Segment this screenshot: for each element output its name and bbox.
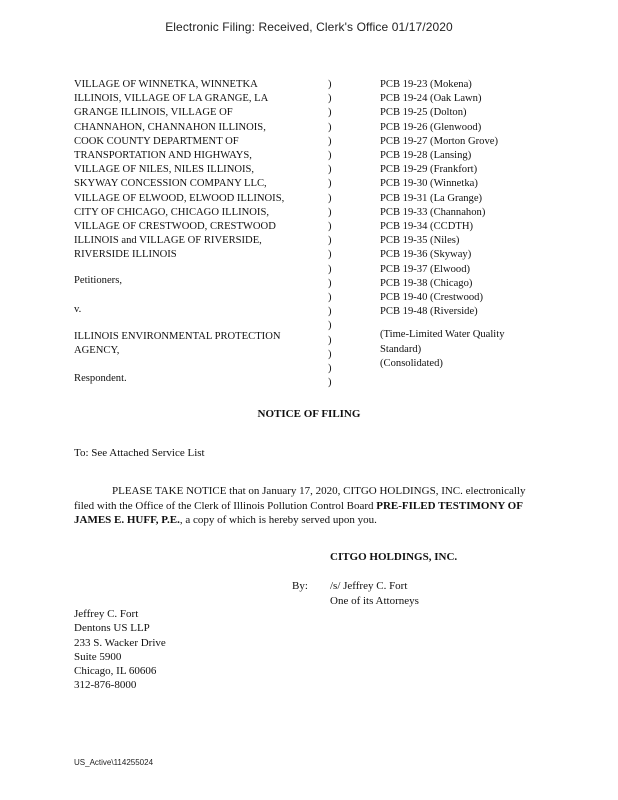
case-note-line: (Consolidated) — [380, 357, 443, 369]
address-line: Dentons US LLP — [74, 622, 150, 635]
case-numbers — [380, 78, 505, 371]
case-number: PCB 19-24 (Oak Lawn) — [380, 93, 482, 105]
paren: ) — [328, 150, 332, 162]
paren: ) — [328, 377, 332, 389]
notice-body — [74, 484, 544, 528]
petitioner-party-line: VILLAGE OF WINNETKA, WINNETKA — [74, 79, 258, 90]
paren: ) — [328, 79, 332, 90]
address-line: Chicago, IL 60606 — [74, 665, 157, 678]
petitioner-party-line: COOK COUNTY DEPARTMENT OF — [74, 135, 239, 147]
case-number: PCB 19-27 (Morton Grove) — [380, 135, 498, 147]
paren: ) — [328, 121, 332, 133]
paren: ) — [328, 277, 332, 289]
case-number: PCB 19-26 (Glenwood) — [380, 121, 482, 133]
petitioner-party-line: VILLAGE OF CRESTWOOD, CRESTWOOD — [74, 221, 276, 233]
petitioner-party-line: VILLAGE OF NILES, NILES ILLINOIS, — [74, 164, 255, 176]
caption-parentheses — [328, 78, 332, 390]
case-number: PCB 19-36 (Skyway) — [380, 249, 472, 261]
case-number: PCB 19-30 (Winnetka) — [380, 178, 478, 190]
document-title: NOTICE OF FILING — [257, 408, 361, 420]
case-number: PCB 19-29 (Frankfort) — [380, 164, 478, 176]
paren: ) — [328, 221, 332, 233]
petitioner-party-line: VILLAGE OF ELWOOD, ELWOOD ILLINOIS, — [74, 192, 285, 204]
petitioner-party-line: GRANGE ILLINOIS, VILLAGE OF — [74, 107, 233, 119]
petitioners-label: Petitioners, — [74, 275, 122, 286]
paren: ) — [328, 135, 332, 147]
paren: ) — [328, 320, 332, 332]
paren: ) — [328, 107, 332, 119]
case-number: PCB 19-37 (Elwood) — [380, 263, 471, 275]
petitioner-party-line: SKYWAY CONCESSION COMPANY LLC, — [74, 178, 267, 190]
notice-body-text: PLEASE TAKE NOTICE that on January 17, 2020, CITGO HOLDINGS, INC. electronically filed with the Office of the Clerk of Illinois Pollution Control Board — [74, 485, 526, 512]
notice-body-text-end: , a copy of which is hereby served upon you. — [179, 514, 377, 526]
paren: ) — [328, 164, 332, 176]
case-number: PCB 19-40 (Crestwood) — [380, 292, 483, 304]
to-line: To: See Attached Service List — [74, 447, 205, 459]
by-label: By: — [292, 580, 308, 592]
paren: ) — [328, 192, 332, 204]
paren: ) — [328, 206, 332, 218]
document-id-footer: US_Active\114255024 — [74, 758, 154, 767]
case-number: PCB 19-34 (CCDTH) — [380, 221, 473, 233]
address-line: Suite 5900 — [74, 650, 122, 663]
case-number: PCB 19-28 (Lansing) — [380, 150, 472, 162]
address-line: 233 S. Wacker Drive — [74, 636, 166, 649]
case-number: PCB 19-31 (La Grange) — [380, 192, 483, 204]
paren: ) — [328, 235, 332, 247]
petitioner-party-line: RIVERSIDE ILLINOIS — [74, 249, 177, 261]
paren: ) — [328, 348, 332, 360]
respondent-party-line: ILLINOIS ENVIRONMENTAL PROTECTION — [74, 331, 281, 342]
respondent-label: Respondent. — [74, 373, 127, 384]
paren: ) — [328, 249, 332, 261]
respondent-party-line: AGENCY, — [74, 345, 120, 357]
petitioner-party-line: ILLINOIS and VILLAGE OF RIVERSIDE, — [74, 235, 262, 247]
petitioner-party-line: CHANNAHON, CHANNAHON ILLINOIS, — [74, 121, 266, 133]
signature-name: /s/ Jeffrey C. Fort — [330, 580, 408, 592]
case-note-line: (Time-Limited Water Quality — [380, 329, 505, 341]
paren: ) — [328, 306, 332, 318]
petitioner-party-line: ILLINOIS, VILLAGE OF LA GRANGE, LA — [74, 93, 269, 105]
filing-party: CITGO HOLDINGS, INC. — [330, 551, 458, 563]
case-number: PCB 19-33 (Channahon) — [380, 206, 486, 218]
filed-document-title: PRE-FILED TESTIMONY OF JAMES E. HUFF, P.E. — [74, 499, 523, 526]
paren: ) — [328, 363, 332, 375]
attorney-address — [74, 607, 166, 693]
case-note-line: Standard) — [380, 343, 422, 355]
paren: ) — [328, 263, 332, 275]
case-note — [380, 328, 505, 371]
petitioner-party-line: CITY OF CHICAGO, CHICAGO ILLINOIS, — [74, 206, 269, 218]
paren: ) — [328, 334, 332, 346]
electronic-filing-stamp: Electronic Filing: Received, Clerk's Office 01/17/2020 — [165, 20, 453, 34]
case-number: PCB 19-35 (Niles) — [380, 235, 460, 247]
paren: ) — [328, 292, 332, 304]
address-line: 312-876-8000 — [74, 679, 137, 692]
paren: ) — [328, 93, 332, 105]
petitioner-party-line: TRANSPORTATION AND HIGHWAYS, — [74, 150, 252, 162]
paren: ) — [328, 178, 332, 190]
case-caption — [74, 78, 594, 388]
parties-block — [74, 78, 324, 384]
signature-role: One of its Attorneys — [330, 594, 419, 607]
case-number: PCB 19-23 (Mokena) — [380, 79, 472, 90]
address-line: Jeffrey C. Fort — [74, 608, 139, 620]
case-number: PCB 19-38 (Chicago) — [380, 277, 473, 289]
versus-label: v. — [74, 304, 82, 315]
case-number: PCB 19-48 (Riverside) — [380, 306, 478, 318]
case-number: PCB 19-25 (Dolton) — [380, 107, 467, 119]
respondent-party — [74, 330, 324, 358]
